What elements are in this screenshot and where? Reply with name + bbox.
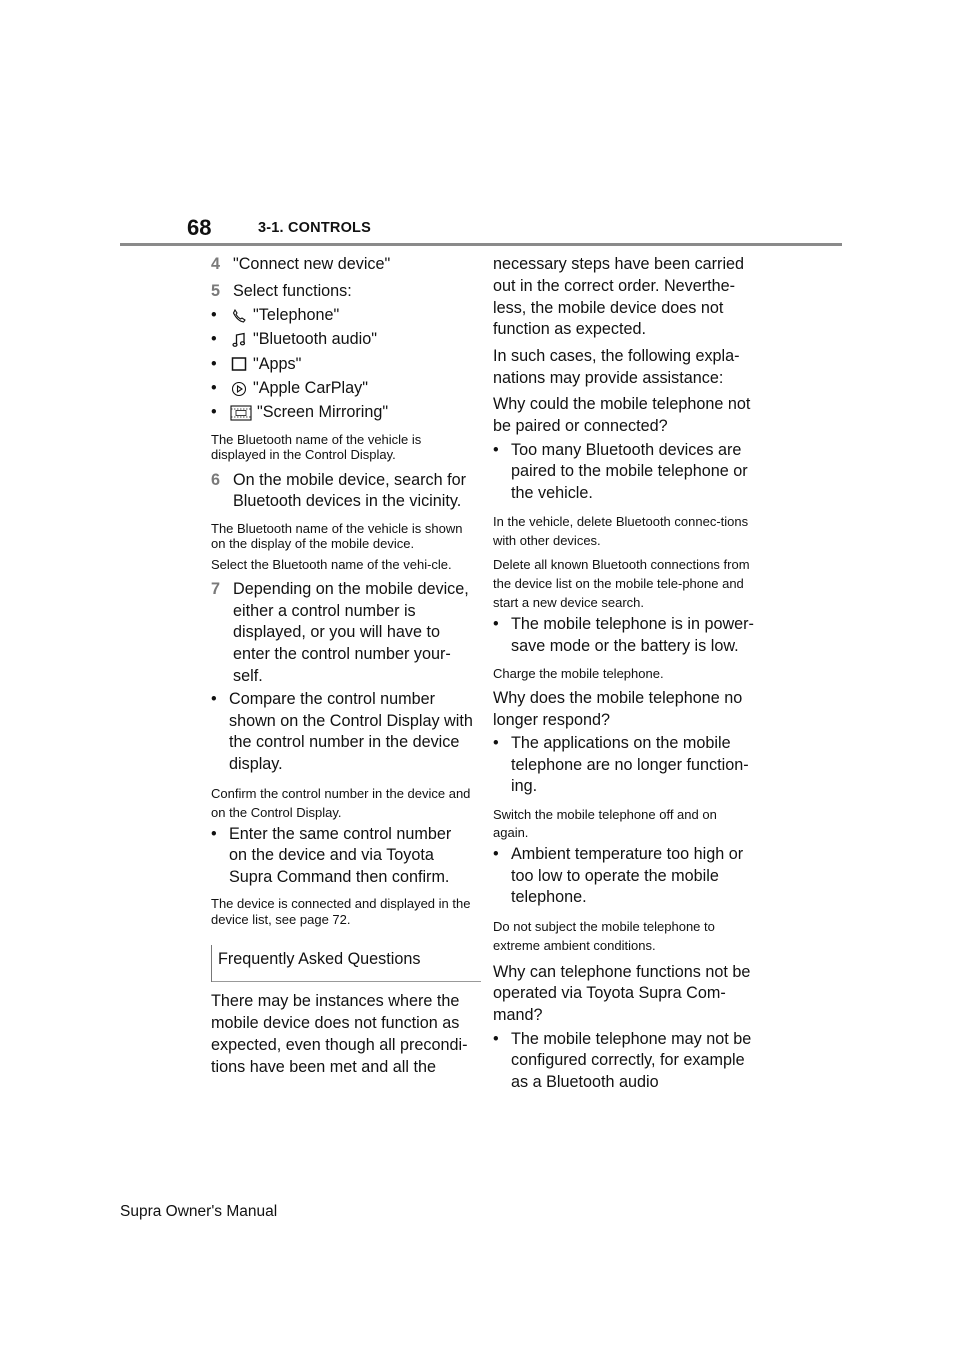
music-note-icon — [229, 331, 249, 349]
right-column — [493, 254, 755, 1093]
paragraph: There may be instances where the mobile device does not function as expected, even though all precondi-tions have been met and all the — [211, 992, 468, 1077]
step-text: On the mobile device, search for Bluetooth devices in the vicinity. — [233, 470, 467, 511]
bullet-text: Ambient temperature too high or too low to operate the mobile telephone. — [511, 845, 744, 907]
bullet: • — [211, 306, 217, 325]
function-telephone — [211, 305, 473, 327]
step-text: "Connect new device" — [233, 255, 391, 273]
bullet-text: The mobile telephone is in power-save mode or the battery is low. — [511, 615, 754, 655]
bullet: • — [493, 615, 499, 634]
bullet: • — [211, 330, 217, 349]
list-item — [211, 689, 473, 775]
bullet: • — [211, 378, 217, 397]
faq-heading-box — [211, 945, 473, 982]
step-text: Select functions: — [233, 281, 352, 300]
apps-square-icon — [229, 355, 249, 373]
bullet-text: The mobile telephone may not be configured correctly, for example as a Bluetooth audio — [511, 1029, 752, 1091]
function-apps — [211, 354, 473, 376]
section-title: 3-1. CONTROLS — [258, 220, 371, 236]
note-text: The Bluetooth name of the vehicle is shown on the display of the mobile device. — [211, 520, 463, 552]
list-item — [493, 844, 755, 909]
header-rule — [120, 243, 842, 246]
step-number: 4 — [211, 255, 221, 273]
note-text: Select the Bluetooth name of the vehi-cle. — [211, 556, 452, 572]
function-label: "Bluetooth audio" — [253, 330, 377, 349]
step-5 — [211, 281, 473, 303]
note-text: The device is connected and displayed in the device list, see page 72. — [211, 896, 471, 927]
faq-heading: Frequently Asked Questions — [218, 950, 421, 969]
step-number: 5 — [211, 281, 221, 300]
function-label: "Apple CarPlay" — [253, 378, 368, 397]
question-heading: Why could the mobile telephone not be paired or connected? — [493, 395, 751, 435]
screen-mirroring-icon — [229, 404, 253, 422]
bullet: • — [493, 734, 499, 753]
step-number: 6 — [211, 470, 221, 489]
question-heading: Why can telephone functions not be operated via Toyota Supra Com-mand? — [493, 962, 751, 1024]
bullet: • — [211, 690, 217, 709]
list-item — [493, 733, 755, 798]
bullet: • — [493, 1029, 499, 1048]
function-label: "Apps" — [253, 354, 302, 373]
bullet-text: Too many Bluetooth devices are paired to the mobile telephone or the vehicle. — [511, 440, 748, 502]
note-text: Do not subject the mobile telephone to extreme ambient conditions. — [493, 918, 715, 953]
left-column — [211, 254, 473, 1078]
list-item — [211, 824, 473, 889]
step-4 — [211, 254, 473, 276]
step-number: 7 — [211, 580, 221, 599]
bullet: • — [493, 845, 499, 863]
function-label: "Screen Mirroring" — [257, 402, 389, 421]
step-text: Depending on the mobile device, either a control number is displayed, or you will have to enter the control number your-self. — [233, 580, 469, 685]
bullet: • — [493, 440, 499, 459]
page-number: 68 — [187, 215, 212, 240]
note-text: In the vehicle, delete Bluetooth connec-tions with other devices. — [493, 514, 749, 549]
play-circle-icon — [229, 380, 249, 398]
note-text: Switch the mobile telephone off and on again. — [493, 807, 717, 840]
footer-title: Supra Owner's Manual — [120, 1203, 278, 1220]
paragraph: necessary steps have been carried out in the correct order. Neverthe-less, the mobile device does not function as expected. — [493, 255, 745, 339]
note-text: Charge the mobile telephone. — [493, 665, 664, 681]
note-text: Delete all known Bluetooth connections from the device list on the mobile tele-phone and start a new device search. — [493, 557, 750, 611]
bullet-text: The applications on the mobile telephone are no longer function-ing. — [511, 734, 749, 796]
paragraph: In such cases, the following expla-nations may provide assistance: — [493, 347, 740, 387]
function-screen-mirroring — [211, 402, 473, 424]
list-item — [493, 614, 755, 657]
note-text: Confirm the control number in the device and on the Control Display. — [211, 785, 471, 820]
note-text: The Bluetooth name of the vehicle is displayed in the Control Display. — [211, 431, 422, 463]
function-label: "Telephone" — [253, 306, 340, 325]
step-6 — [211, 470, 473, 513]
step-7 — [211, 579, 473, 687]
telephone-icon — [229, 307, 249, 325]
function-bluetooth-audio — [211, 329, 473, 351]
list-item — [493, 440, 755, 505]
question-heading: Why does the mobile telephone no longer respond? — [493, 689, 743, 729]
bullet-text: Compare the control number shown on the Control Display with the control number in the device display. — [229, 690, 473, 773]
bullet-text: Enter the same control number on the device and via Toyota Supra Command then confirm. — [229, 824, 452, 886]
bullet: • — [211, 824, 217, 843]
list-item — [493, 1029, 755, 1094]
function-apple-carplay — [211, 378, 473, 400]
bullet: • — [211, 354, 217, 373]
bullet: • — [211, 402, 217, 421]
